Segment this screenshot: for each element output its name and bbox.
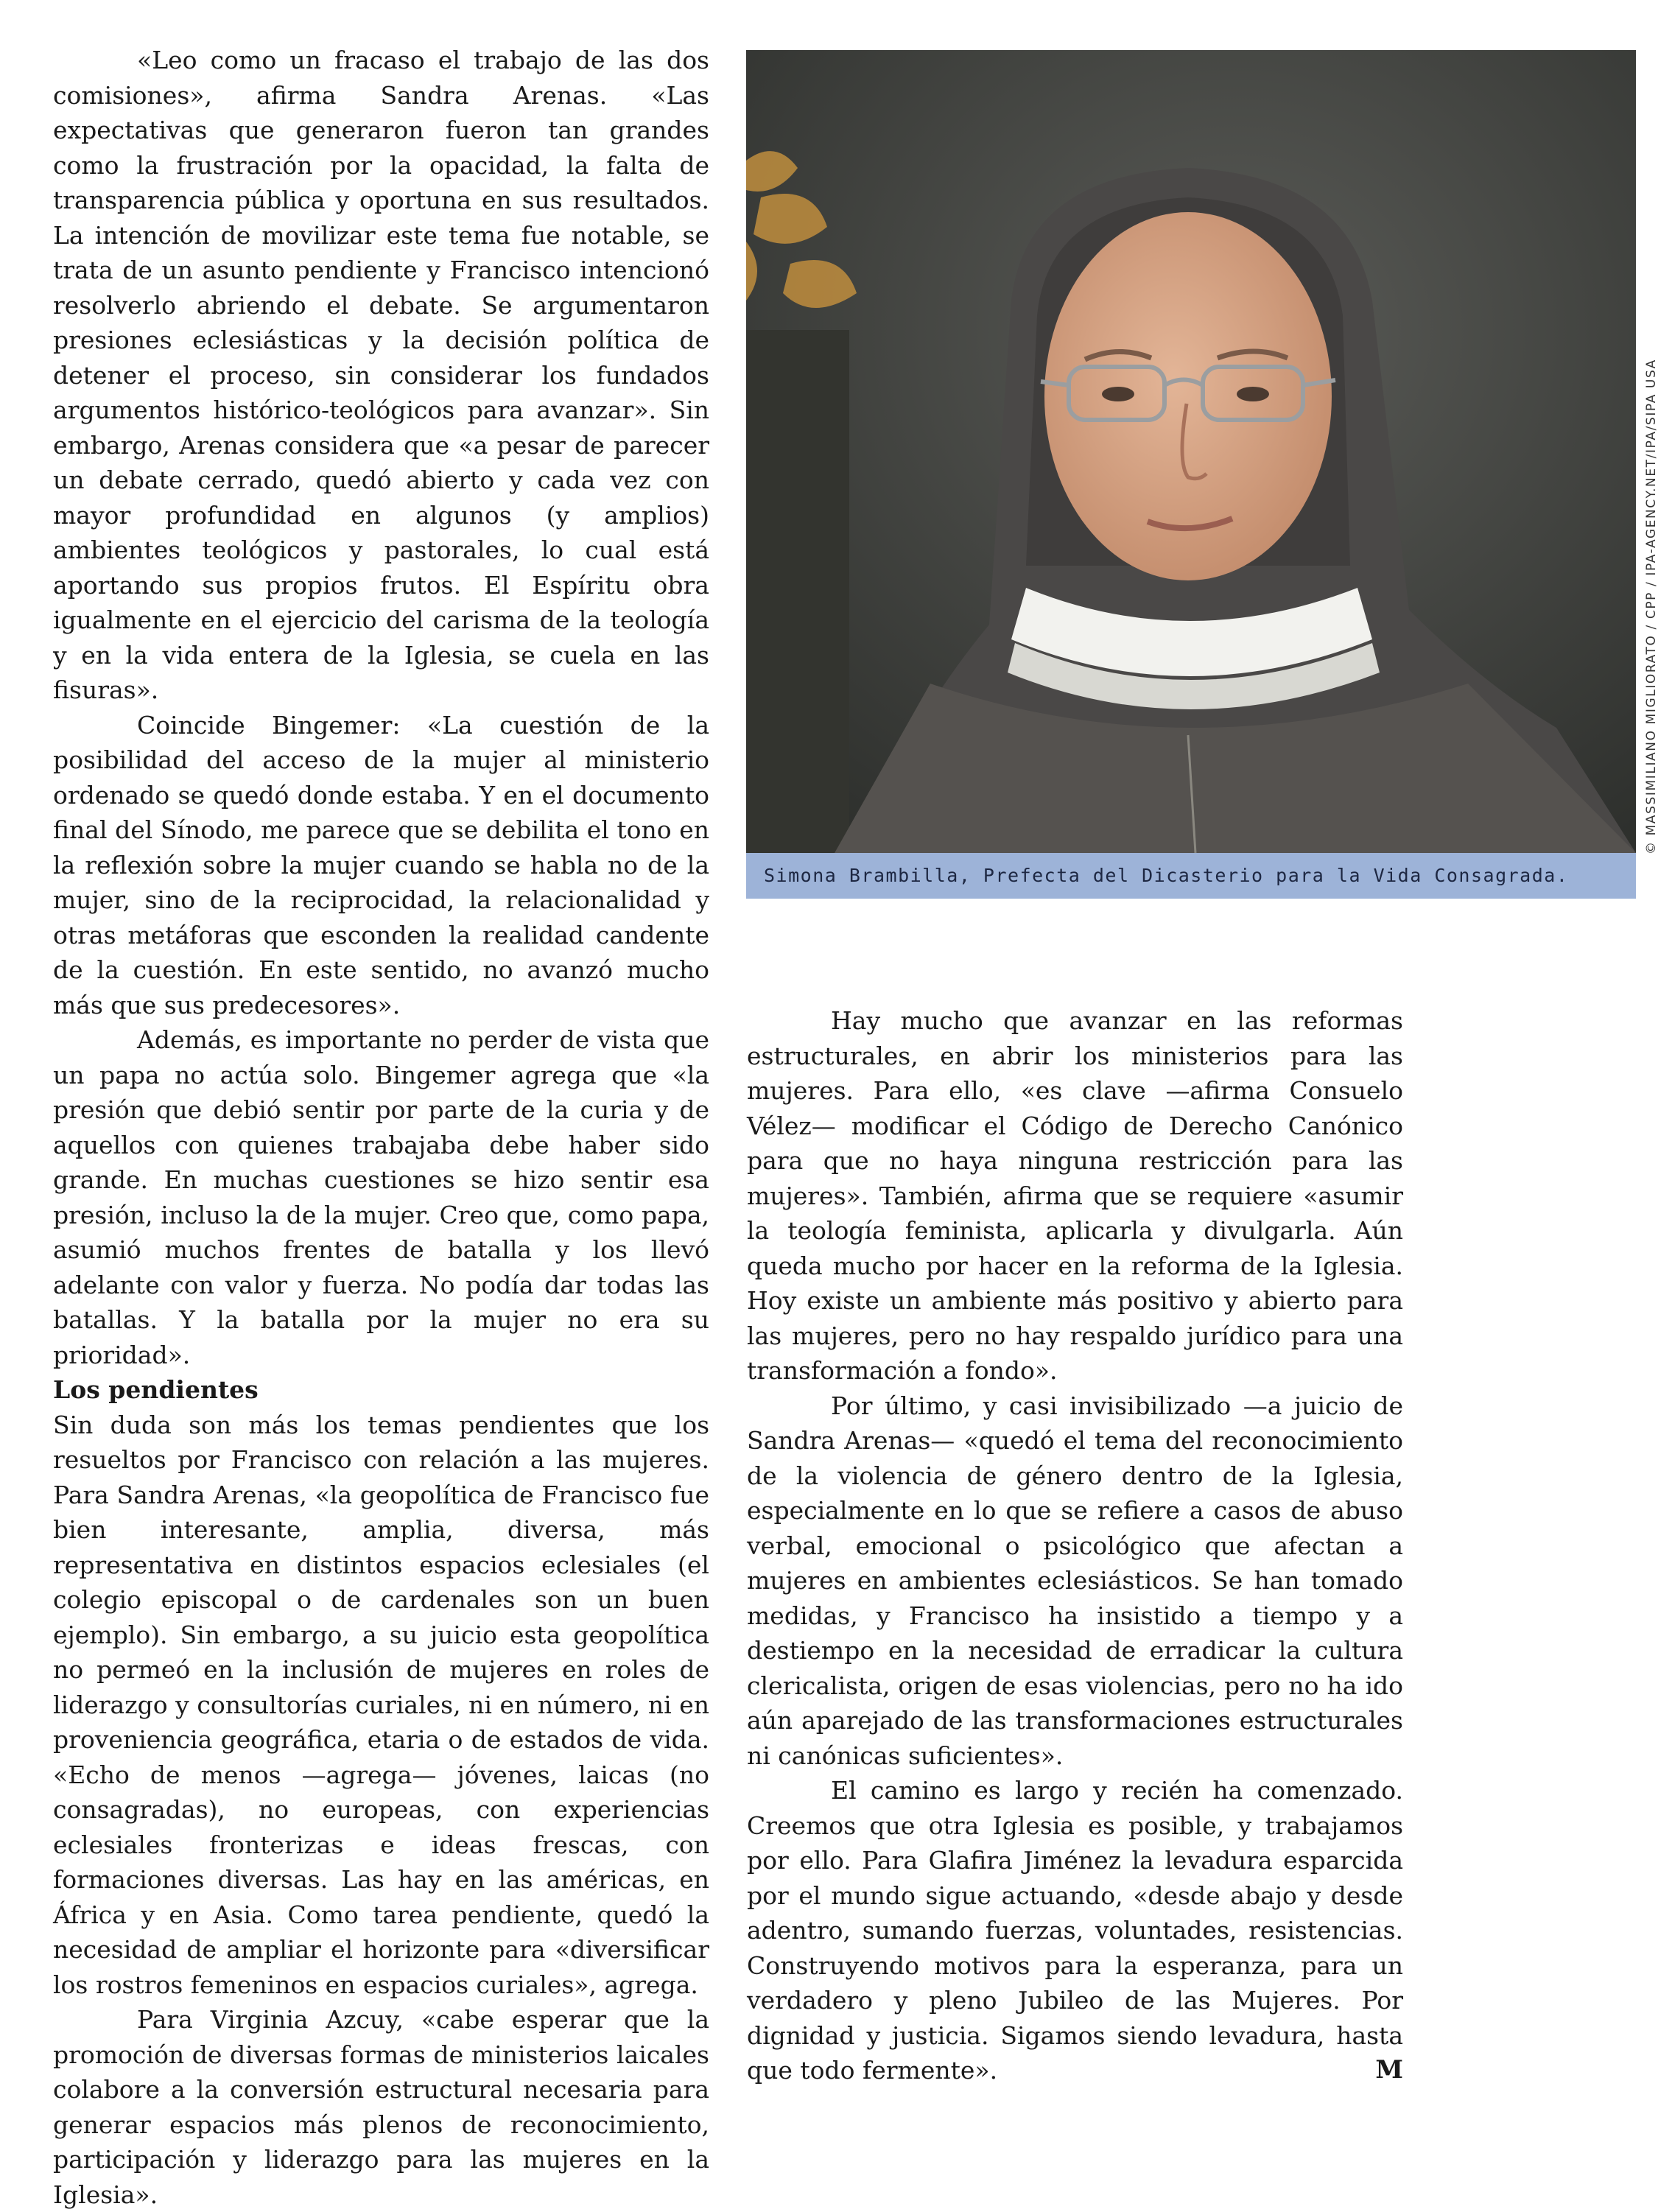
portrait-illustration xyxy=(746,50,1636,853)
paragraph: Sin duda son más los temas pendientes que los resueltos por Francisco con relación a las mujeres. Para Sandra Arenas, «la geopolítica de Francisco fue bien interesante, amplia, diversa, más representativa en distintos espacios eclesiales (el colegio episcopal o de cardenales son un buen ejemplo). Sin embargo, a su juicio esta geopolítica no permeó en la inclusión de mujeres en roles de liderazgo y consultorías curiales, ni en número, ni en proveniencia geográfica, etaria o de estados de vida. «Echo de menos —agrega— jóvenes, laicas (no consagradas), no europeas, con experiencias eclesiales fronterizas e ideas frescas, con formaciones diversas. Las hay en las américas, en África y en Asia. Como tarea pendiente, quedó la necesidad de ampliar el horizonte para «diversificar los rostros femeninos en espacios curiales», agrega. xyxy=(53,1410,709,1999)
photo-figure xyxy=(746,50,1636,899)
paragraph xyxy=(747,1773,1403,2088)
portrait-photo xyxy=(746,50,1636,853)
right-column xyxy=(747,1003,1403,2088)
paragraph: Para Virginia Azcuy, «cabe esperar que la promoción de diversas formas de ministerios laicales colabore a la conversión estructural necesaria para generar espacios más plenos de reconocimiento, participación y liderazgo para las mujeres en la Iglesia». xyxy=(53,2005,709,2209)
paragraph: «Leo como un fracaso el trabajo de las dos comisiones», afirma Sandra Arenas. «Las expectativas que generaron fueron tan grandes como la frustración por la opacidad, la falta de transparencia pública y oportuna en sus resultados. La intención de movilizar este tema fue notable, se trata de un asunto pendiente y Francisco intencionó resolverlo abriendo el debate. Se argumentaron presiones eclesiásticas y la decisión política de detener el proceso, sin considerar los fundados argumentos histórico-teológicos para avanzar». Sin embargo, Arenas considera que «a pesar de parecer un debate cerrado, quedó abierto y cada vez con mayor profundidad en algunos (y amplios) ambientes teológicos y pastorales, lo cual está aportando sus propios frutos. El Espíritu obra igualmente en el ejercicio del carisma de la teología y en la vida entera de la Iglesia, se cuela en las fisuras». xyxy=(53,46,709,704)
section-subhead: Los pendientes xyxy=(53,1375,259,1404)
paragraph: Coincide Bingemer: «La cuestión de la posibilidad del acceso de la mujer al ministerio ordenado se quedó donde estaba. Y en el documento final del Sínodo, me parece que se debilita el tono en la reflexión sobre la mujer cuando se habla no de la mujer, sino de la reciprocidad, la relacionalidad y otras metáforas que esconden la realidad candente de la cuestión. En este sentido, no avanzó mucho más que sus predecesores». xyxy=(53,710,709,1019)
photo-caption: Simona Brambilla, Prefecta del Dicasterio para la Vida Consagrada. xyxy=(746,853,1636,899)
end-mark: M xyxy=(1375,2055,1403,2085)
paragraph: Hay mucho que avanzar en las reformas estructurales, en abrir los ministerios para las mujeres. Para ello, «es clave —afirma Consuelo Vélez— modificar el Código de Derecho Canónico para que no haya ninguna restricción para las mujeres». También, afirma que se requiere «asumir la teología feminista, aplicarla y divulgarla. Aún queda mucho por hacer en la reforma de la Iglesia. Hoy existe un ambiente más positivo y abierto para las mujeres, pero no hay respaldo jurídico para una transformación a fondo». xyxy=(747,1006,1403,1385)
left-column xyxy=(53,43,709,2212)
paragraph: Por último, y casi invisibilizado —a juicio de Sandra Arenas— «quedó el tema del reconocimiento de la violencia de género dentro de la Iglesia, especialmente en lo que se refiere a casos de abuso verbal, emocional o psicológico que afectan a mujeres en ambientes eclesiásticos. Se han tomado medidas, y Francisco ha insistido a tiempo y a destiempo en la necesidad de erradicar la cultura clericalista, origen de esas violencias, pero no ha ido aún aparejado de las transformaciones estructurales ni canónicas suficientes». xyxy=(747,1391,1403,1770)
paragraph-text: El camino es largo y recién ha comenzado. Creemos que otra Iglesia es posible, y trabajamos por ello. Para Glafira Jiménez la levadura esparcida por el mundo sigue actuando, «desde abajo y desde adentro, sumando fuerzas, voluntades, resistencias. Construyendo motivos para la esperanza, para un verdadero y pleno Jubileo de las Mujeres. Por dignidad y justicia. Sigamos siendo levadura, hasta que todo fermente». xyxy=(747,1776,1403,2085)
paragraph: Además, es importante no perder de vista que un papa no actúa solo. Bingemer agrega que «la presión que debió sentir por parte de la curia y de aquellos con quienes trabajaba debe haber sido grande. En muchas cuestiones se hizo sentir esa presión, incluso la de la mujer. Creo que, como papa, asumió muchos frentes de batalla y los llevó adelante con valor y fuerza. No podía dar todas las batallas. Y la batalla por la mujer no era su prioridad». xyxy=(53,1025,709,1369)
photo-credit: © MASSIMILIANO MIGLIORATO / CPP / IPA-AGENCY.NET/IPA/SIPA USA xyxy=(1644,359,1659,854)
